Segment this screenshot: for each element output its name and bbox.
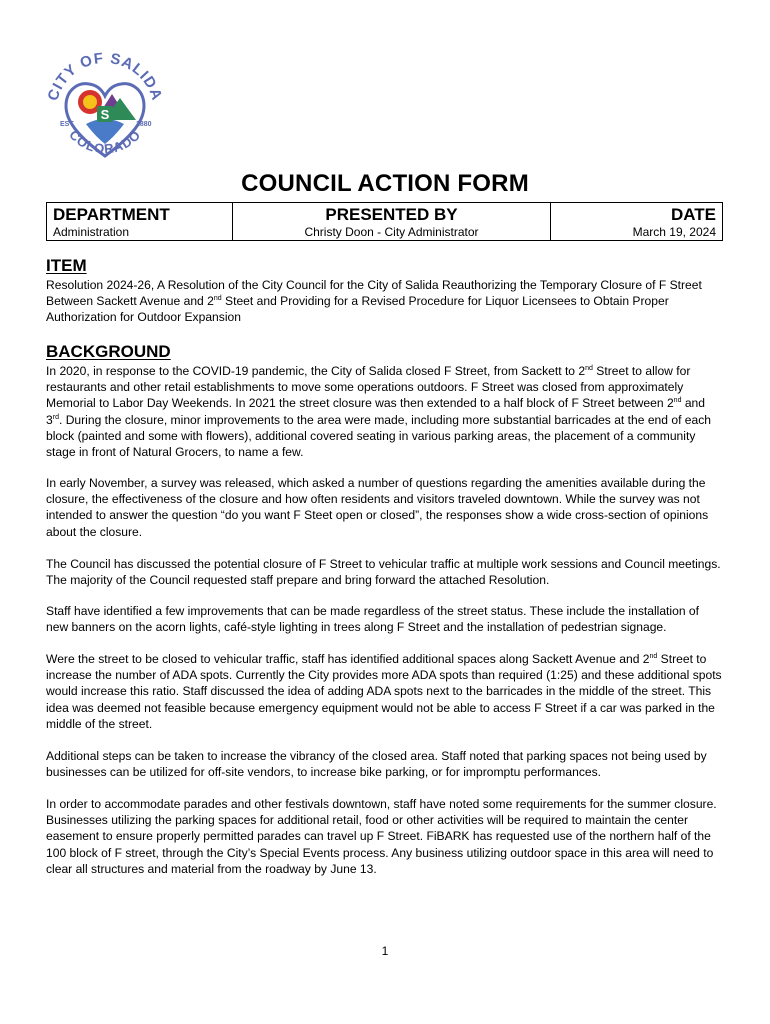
item-description: Resolution 2024-26, A Resolution of the City Council for the City of Salida Reauthorizing the Temporary Closure of F Street Between Sackett Avenue and 2nd Steet and Providing for a Revised Procedure for Liquor Licensees to Obtain Proper Authorization for Outdoor Expansion (46, 278, 702, 325)
date-value: March 19, 2024 (632, 225, 716, 239)
page-number: 1 (381, 944, 389, 958)
logo-est-year: 1880 (136, 121, 152, 128)
presented-by-cell (233, 203, 551, 241)
department-cell (47, 203, 233, 241)
city-of-salida-logo (40, 44, 170, 174)
background-paragraph-1: In 2020, in response to the COVID-19 pandemic, the City of Salida closed F Street, from Sackett to 2nd Street to allow for restaurants and other retail establishments to move some operations outdoors. F Street was closed from approximately Memorial to Labor Day Weekends. In 2021 the street closure was then extended to a half block of F Street between 2nd and 3rd. During the closure, minor improvements to the area were made, including more substantial barricades at the end of each block (painted and some with flowers), additional covered seating in various parking areas, the placement of a community stage in front of Natural Grocers, to name a few. (46, 364, 712, 460)
background-paragraph-7: In order to accommodate parades and other festivals downtown, staff have noted some requirements for the summer closure. Businesses utilizing the parking spaces for additional retail, food or other activities will be required to maintain the center easement to ensure properly permitted parades can travel up F Street. FiBARK has requested use of the northern half of the 100 block of F street, through the City’s Special Events process. Any business utilizing outdoor space in this area will need to clear all structures and material from the roadway by June 13. (46, 797, 717, 876)
background-paragraph-5: Were the street to be closed to vehicular traffic, staff has identified additional spaces along Sackett Avenue and 2nd Street to increase the number of ADA spots. Currently the City provides more ADA spots than required (1:25) and these additional spots would increase this ratio. Staff discussed the idea of adding ADA spots next to the barricades in the middle of the street. This idea was deemed not feasible because emergency equipment would not be able to access F Street if a car was parked in the middle of the street. (46, 652, 722, 731)
date-cell (551, 203, 723, 241)
background-paragraph-6: Additional steps can be taken to increase the vibrancy of the closed area. Staff noted that parking spaces not being used by businesses can be utilized for off-site vendors, to increase bike parking, or for impromptu performances. (46, 749, 707, 780)
header-table (46, 202, 723, 241)
presented-by-label: PRESENTED BY (325, 205, 458, 224)
logo-est-label: EST. (60, 121, 75, 128)
date-label: DATE (670, 205, 716, 224)
background-paragraph-2: In early November, a survey was released, which asked a number of questions regarding the amenities available during the closure, the effectiveness of the closure and how often residents and visitors traveled downtown. While the survey was not intended to answer the question “do you want F Steet open or closed”, the responses show a wide cross-section of opinions about the closure. (46, 476, 709, 539)
background-paragraph-4: Staff have identified a few improvements that can be made regardless of the street status. These include the installation of new banners on the acorn lights, café-style lighting in trees along F Street and the installation of pedestrian signage. (46, 604, 699, 635)
logo-arc-top-text: CITY OF SALIDA (44, 49, 166, 103)
department-label: DEPARTMENT (53, 205, 170, 224)
department-value: Administration (53, 225, 130, 239)
page-title: COUNCIL ACTION FORM (241, 170, 529, 197)
logo-arc-bottom-text: COLORADO (66, 127, 144, 157)
presented-by-value: Christy Doon - City Administrator (304, 225, 479, 239)
item-heading: ITEM (46, 256, 87, 275)
s-letter: S (100, 107, 110, 122)
background-paragraph-3: The Council has discussed the potential closure of F Street to vehicular traffic at multiple work sessions and Council meetings. The majority of the Council requested staff prepare and bring forward the attached Resolution. (46, 557, 721, 588)
background-heading: BACKGROUND (46, 342, 171, 361)
